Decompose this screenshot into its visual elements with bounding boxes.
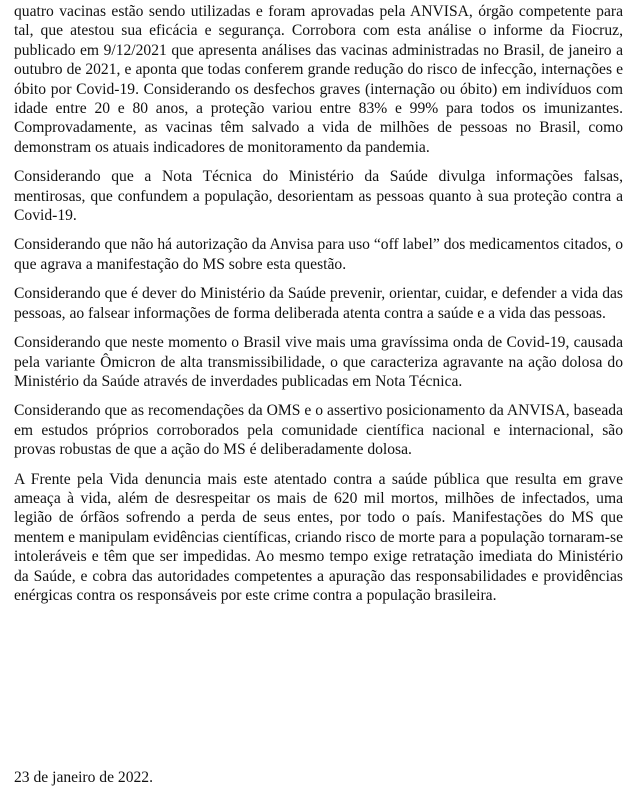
paragraph-technical-note-false-info: Considerando que a Nota Técnica do Ministério da Saúde divulga informações falsas, mentirosas, que confundem a população, desorientam as pessoas quanto à sua proteção contra a Covid-19. xyxy=(14,168,623,225)
paragraph-frente-pela-vida-denouncement: A Frente pela Vida denuncia mais este atentado contra a saúde pública que resulta em grave ameaça à vida, além de desrespeitar os mais de 620 mil mortos, milhões de infectados, uma legião de órfãos sofrendo a perda de seus entes, por todo o país. Manifestações do MS que mentem e manipulam evidências científicas, criando risco de morte para a população tornaram-se intoleráveis e têm que ser impedidas. Ao mesmo tempo exige retratação imediata do Ministério da Saúde, e cobra das autoridades competentes a apuração das responsabilidades e providências enérgicas contra os responsáveis por este crime contra a população brasileira. xyxy=(14,470,623,604)
paragraph-vaccine-approval: quatro vacinas estão sendo utilizadas e foram aprovadas pela ANVISA, órgão competente para tal, que atestou sua eficácia e segurança. Corrobora com esta análise o informe da Fiocruz, publicado em 9/12/2021 que apresenta análises das vacinas administradas no Brasil, de janeiro a outubro de 2021, e aponta que todas conferem grande redução do risco de infecção, internações e óbito por Covid-19. Considerando os desfechos graves (internação ou óbito) em indivíduos com idade entre 20 e 80 anos, a proteção variou entre 83% e 99% para todos os imunizantes. Comprovadamente, as vacinas têm salvado a vida de milhões de pessoas no Brasil, como demonstram os atuais indicadores de monitoramento da pandemia. xyxy=(14,3,623,156)
document-body xyxy=(14,2,623,615)
paragraph-ministry-duty: Considerando que é dever do Ministério da Saúde prevenir, orientar, cuidar, e defender a vida das pessoas, ao falsear informações de forma deliberada atenta contra a saúde e a vida das pessoas. xyxy=(14,285,623,322)
paragraph-off-label-authorization: Considerando que não há autorização da Anvisa para uso “off label” dos medicamentos citados, o que agrava a manifestação do MS sobre esta questão. xyxy=(14,236,623,273)
document-date: 23 de janeiro de 2022. xyxy=(14,769,154,786)
paragraph-who-anvisa-recommendations: Considerando que as recomendações da OMS e o assertivo posicionamento da ANVISA, baseada em estudos próprios corroborados pela comunidade científica nacional e internacional, são provas robustas de que a ação do MS é deliberadamente dolosa. xyxy=(14,402,623,459)
paragraph-omicron-wave: Considerando que neste momento o Brasil vive mais uma gravíssima onda de Covid-19, causada pela variante Ômicron de alta transmissibilidade, o que caracteriza agravante na ação dolosa do Ministério da Saúde através de inverdades publicadas em Nota Técnica. xyxy=(14,334,623,390)
